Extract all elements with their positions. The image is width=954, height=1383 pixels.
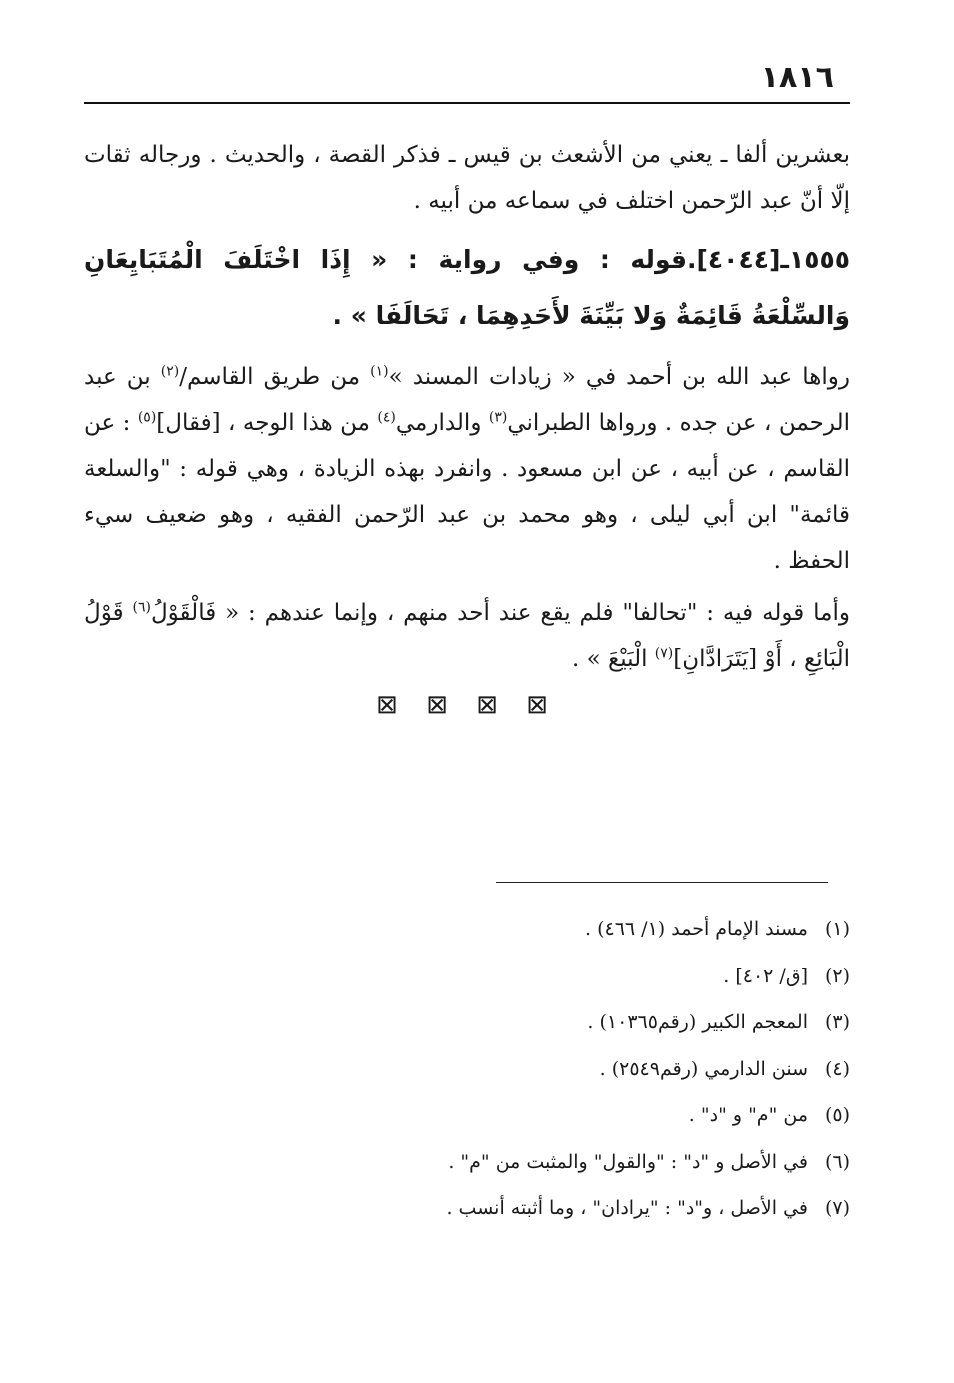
footnote-item bbox=[84, 1185, 850, 1232]
commentary-paragraph-1 bbox=[84, 354, 850, 584]
footnote-text: سنن الدارمي (رقم٢٥٤٩) . bbox=[599, 1057, 808, 1080]
footnote-number: (٢) bbox=[824, 964, 850, 987]
footnote-number: (١) bbox=[824, 918, 850, 940]
footnote-item bbox=[84, 906, 850, 953]
footnote-number: (٥) bbox=[824, 1104, 850, 1126]
intro-paragraph: بعشرين ألفا ـ يعني من الأشعث بن قيس ـ فذكر القصة ، والحديث . ورجاله ثقات إلّا أنّ عبد الرّحمن اختلف في سماعه من أبيه . bbox=[84, 142, 850, 214]
main-text bbox=[84, 132, 850, 720]
footnote-ref-1[interactable]: (١) bbox=[370, 363, 389, 380]
text-run: بن عبد الرحمن ، عن جده . ورواها الطبراني bbox=[84, 364, 850, 436]
footnote-text: [ق/ ٤٠٢] . bbox=[723, 964, 808, 987]
section-ornament-icons: ⊠ ⊠ ⊠ ⊠ bbox=[376, 690, 558, 720]
footnote-item bbox=[84, 1092, 850, 1139]
footnote-ref-5[interactable]: (٥) bbox=[137, 409, 157, 426]
footnote-ref-6[interactable]: (٦) bbox=[132, 599, 151, 616]
footnote-number: (٧) bbox=[824, 1197, 850, 1219]
footnote-text: في الأصل و "د" : "والقول" والمثبت من "م" . bbox=[448, 1150, 808, 1173]
text-run: الْبَيْعَ » . bbox=[571, 646, 655, 672]
footnote-ref-7[interactable]: (٧) bbox=[654, 645, 674, 662]
footnote-number: (٦) bbox=[824, 1150, 850, 1173]
page-number: ١٨١٦ bbox=[760, 60, 834, 95]
footnote-ref-2[interactable]: (٢) bbox=[160, 363, 180, 380]
commentary-paragraph-2 bbox=[84, 590, 850, 682]
footnote-item bbox=[84, 953, 850, 1000]
text-run: : عن القاسم ، عن أبيه ، عن ابن مسعود . وانفرد بهذه الزيادة ، وهي قوله : "والسلعة قائمة" ابن أبي ليلى ، وهو محمد بن عبد الرّحمن الفقيه ، وهو ضعيف سيء الحفظ . bbox=[84, 410, 850, 574]
text-run: رواها عبد الله بن أحمد في « زيادات المسند » bbox=[388, 364, 850, 390]
footnotes bbox=[84, 906, 850, 1232]
text-run: والدارمي bbox=[395, 410, 489, 436]
footnote-text: المعجم الكبير (رقم١٠٣٦٥) . bbox=[587, 1011, 808, 1033]
footnote-rule bbox=[496, 882, 828, 883]
footnote-item bbox=[84, 1139, 850, 1186]
text-run: من هذا الوجه ، [فقال] bbox=[156, 410, 378, 436]
footnote-item bbox=[84, 1046, 850, 1093]
footnote-number: (٣) bbox=[824, 1011, 850, 1033]
footnote-item bbox=[84, 999, 850, 1046]
footnote-number: (٤) bbox=[824, 1057, 850, 1080]
footnote-ref-3[interactable]: (٣) bbox=[488, 409, 508, 426]
footnote-ref-4[interactable]: (٤) bbox=[377, 409, 396, 426]
footnote-text: مسند الإمام أحمد (١/ ٤٦٦) . bbox=[585, 918, 808, 940]
text-run: وأما قوله فيه : "تحالفا" فلم يقع عند أحد منهم ، وإنما عندهم : « فَالْقَوْلُ bbox=[150, 600, 850, 626]
text-run: من طريق القاسم/ bbox=[179, 364, 371, 390]
header-rule bbox=[84, 102, 850, 104]
text-run: قَوْلُ الْبَائِعِ ، أَوْ [يَتَرَادَّانِ] bbox=[84, 600, 850, 672]
footnote-text: في الأصل ، و"د" : "يرادان" ، وما أثبته أنسب . bbox=[446, 1197, 808, 1219]
footnote-text: من "م" و "د" . bbox=[688, 1104, 808, 1126]
hadith-heading: ١٥٥٥ـ[٤٠٤٤].قوله : وفي رواية : « إِذَا اخْتَلَفَ الْمُتَبَايِعَانِ وَالسِّلْعَةُ قَائِمَةٌ وَلا بَيِّنَةَ لأَحَدِهِمَا ، تَحَالَفَا » . bbox=[84, 245, 850, 330]
